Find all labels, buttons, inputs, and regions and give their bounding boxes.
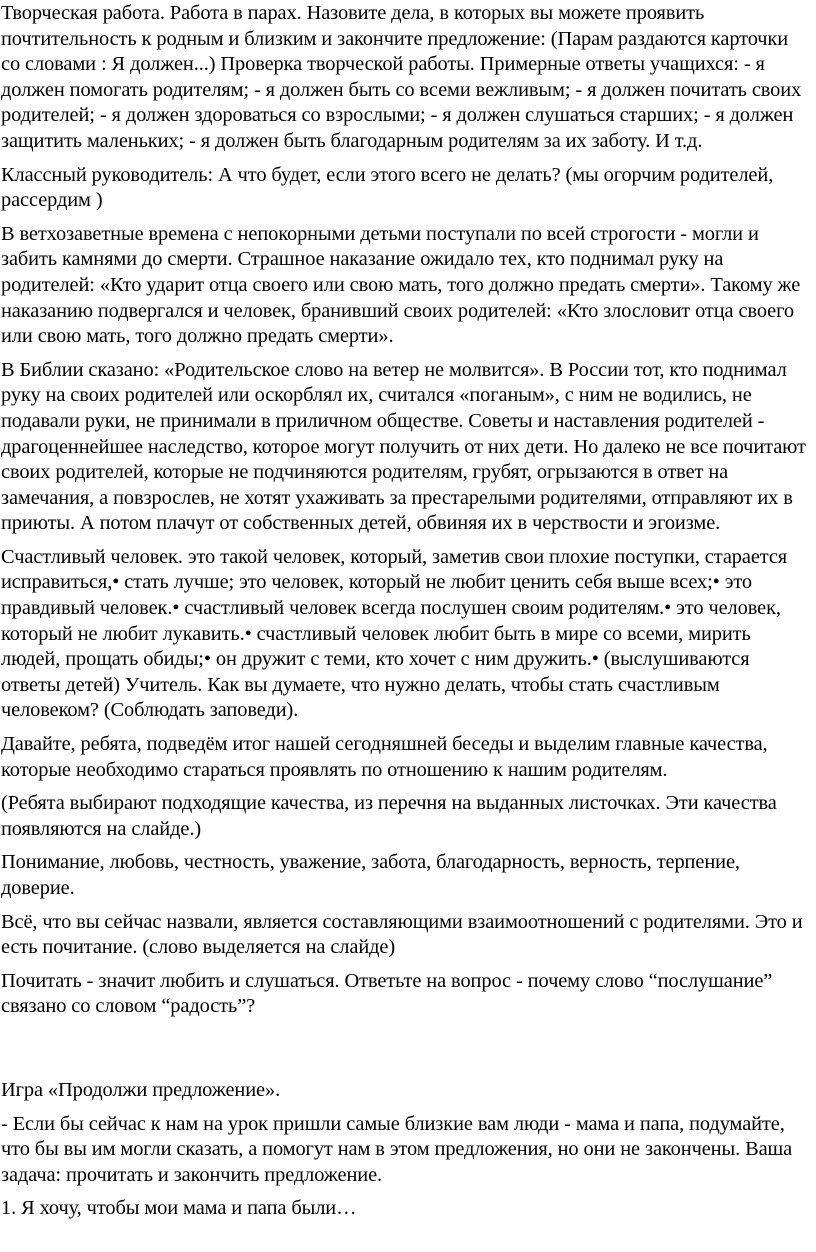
paragraph-summary: Давайте, ребята, подведём итог нашей сегодняшней беседы и выделим главные качества, которые необходимо стараться проявлять по отношению к нашим родителям. (1, 733, 768, 781)
paragraph-bible: В Библии сказано: «Родительское слово на ветер не молвится». В России тот, кто поднимал руку на своих родителей или оскорблял их, считался «поганым», с ним не водились, не подавали руки, не принимали в приличном обществе. Советы и наставления родителей - драгоценнейшее наследство, которое могут получить от них дети. Но далеко не все почитают своих родителей, которые не подчиняются родителям, грубят, огрызаются в ответ на замечания, а повзрослев, не хотят ухаживать за престарелыми родителями, отправляют их в приюты. А потом плачут от собственных детей, обвиняя их в черствости и эгоизме. (1, 358, 806, 535)
paragraph-old-testament: В ветхозаветные времена с непокорными детьми поступали по всей строгости - могли и забить камнями до смерти. Страшное наказание ожидало тех, кто поднимал руку на родителей: «Кто ударит отца своего или свою мать, того должно предать смерти». Такому же наказанию подвергался и человек, бранивший своих родителей: «Кто злословит отца своего или свою мать, того должно предать смерти». (1, 222, 801, 348)
paragraph-happy-person: Счастливый человек. это такой человек, который, заметив свои плохие поступки, старается исправиться,• стать лучше; это человек, который не любит ценить себя выше всех;• это правдивый человек.• счастливый человек всегда послушен своим родителям.• это человек, который не любит лукавить.• счастливый человек любит быть в мире со всеми, мирить людей, прощать обиды;• он дружит с теми, кто хочет с ним дружить.• (выслушиваются ответы детей) Учитель. Как вы думаете, что нужно делать, чтобы стать счастливым человеком? (Соблюдать заповеди). (1, 545, 788, 722)
paragraph-qualities-list: Понимание, любовь, честность, уважение, забота, благодарность, верность, терпение, доверие. (1, 851, 740, 899)
paragraph-qualities-choice: (Ребята выбирают подходящие качества, из перечня на выданных листочках. Эти качества появляются на слайде.) (1, 792, 777, 840)
paragraph-creative-work: Творческая работа. Работа в парах. Назовите дела, в которых вы можете проявить почтительность к родным и близким и закончите предложение: (Парам раздаются карточки со словами : Я должен...) Проверка творческой работы. Примерные ответы учащихся: - я должен помогать родителям; - я должен быть со всеми вежливым; - я должен почитать своих родителей; - я должен здороваться со взрослыми; - я должен слушаться старших; - я должен защитить маленьких; - я должен быть благодарным родителям за их заботу. И т.д. (1, 2, 802, 152)
game-title: Игра «Продолжи предложение». (1, 1078, 281, 1101)
blank-spacer (1, 1028, 810, 1078)
paragraph-obedience-question: Почитать - значит любить и слушаться. Ответьте на вопрос - почему слово “послушание” связано со словом “радость”? (1, 969, 773, 1018)
paragraph-honoring: Всё, что вы сейчас назвали, является составляющими взаимоотношений с родителями. Это и есть почитание. (слово выделяется на слайде) (1, 910, 803, 959)
paragraph-class-teacher: Классный руководитель: А что будет, если этого всего не делать? (мы огорчим родителей, рассердим ) (1, 163, 774, 212)
game-intro: - Если бы сейчас к нам на урок пришли самые близкие вам люди - мама и папа, подумайте, что бы вы им могли сказать, а помогут нам в этом предложения, но они не закончены. Ваша задача: прочитать и закончить предложение. (1, 1112, 793, 1186)
game-item-1: 1. Я хочу, чтобы мои мама и папа были… (1, 1197, 357, 1220)
